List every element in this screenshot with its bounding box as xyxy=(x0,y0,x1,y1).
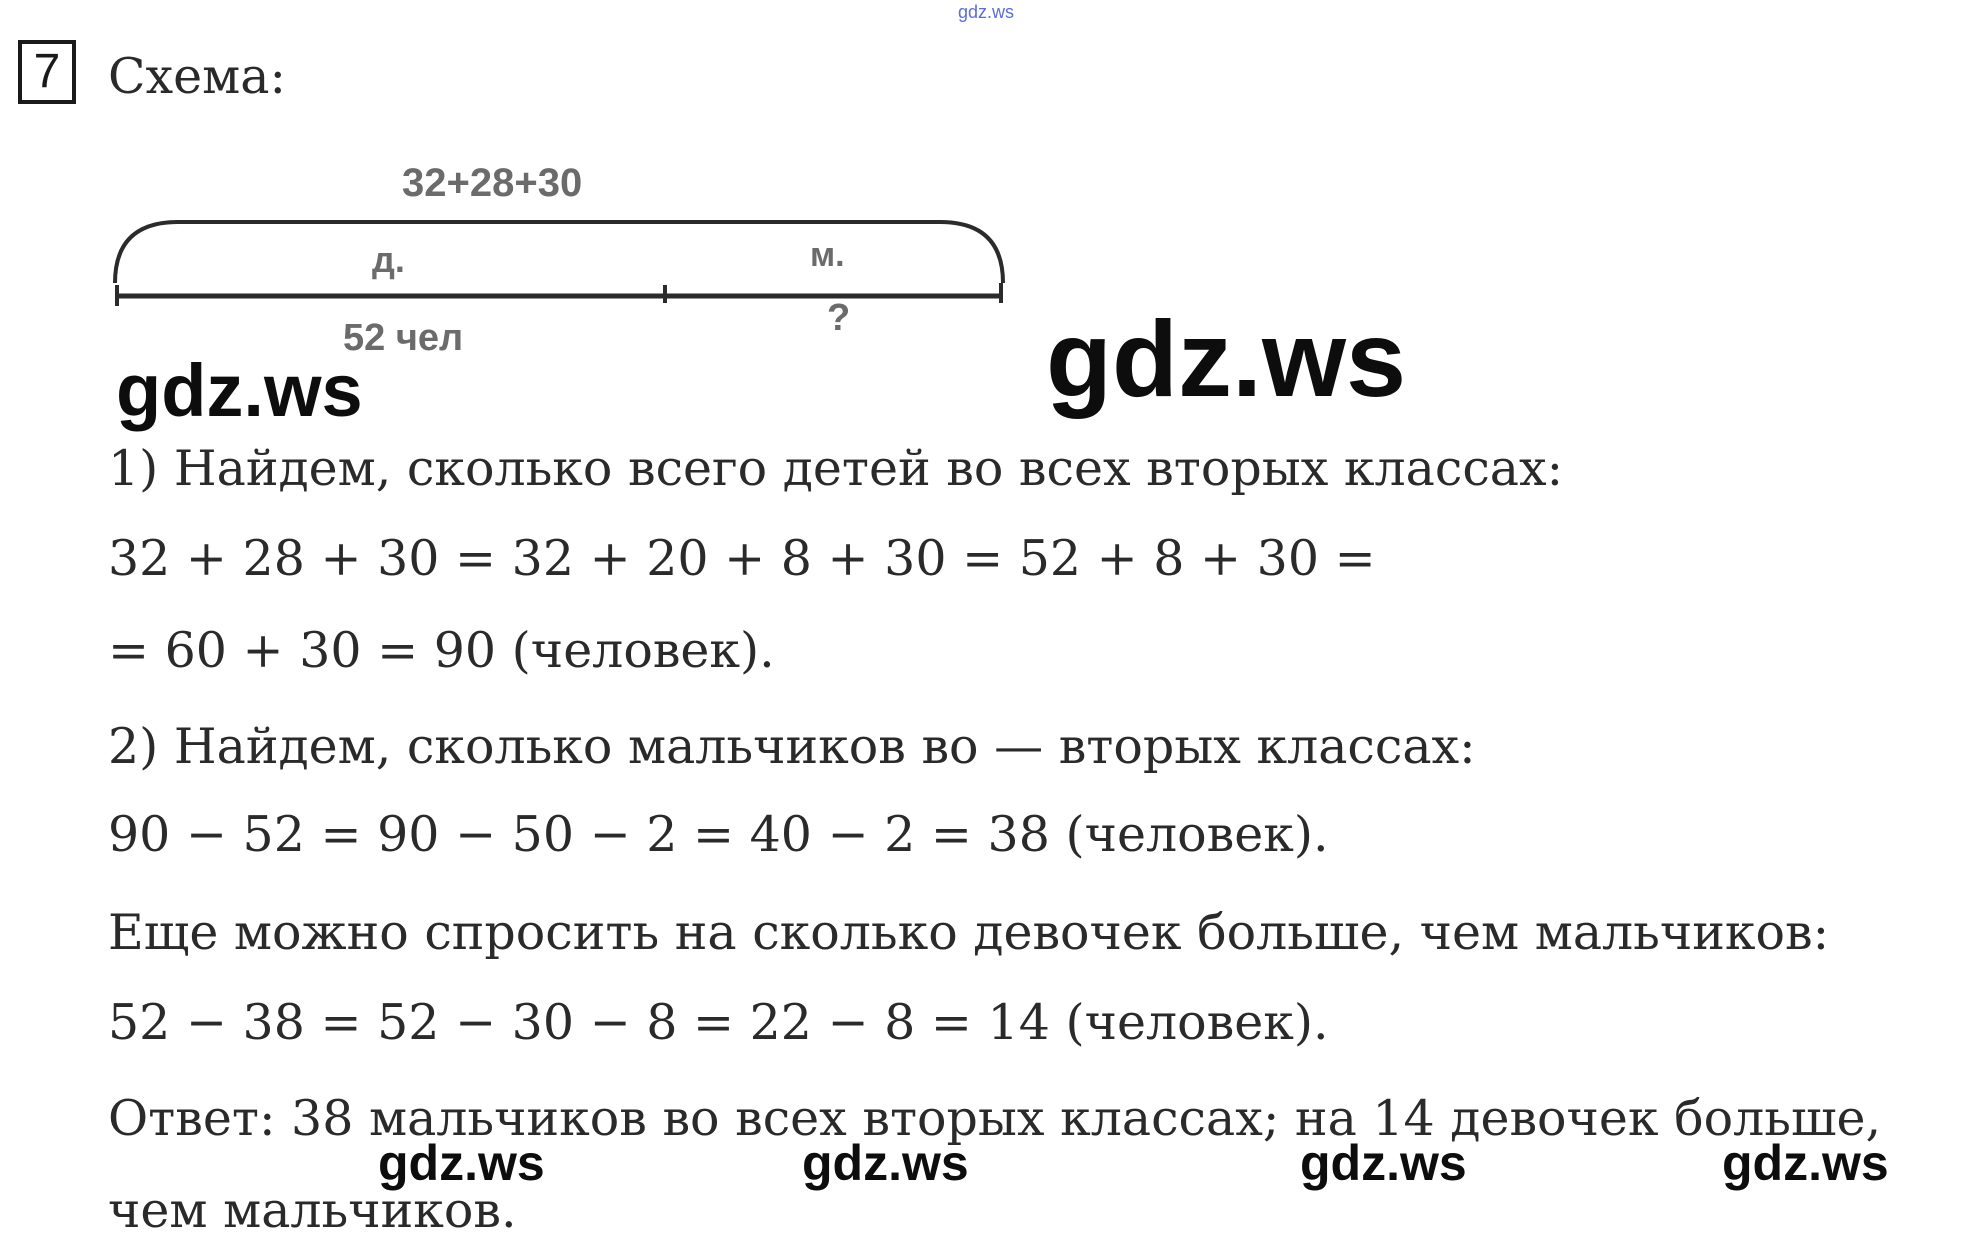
watermark-left: gdz.ws xyxy=(116,349,363,432)
step-2-equation: 90 − 52 = 90 − 50 − 2 = 40 − 2 = 38 (человек). xyxy=(108,806,1329,863)
extra-question-text: Еще можно спросить на сколько девочек больше, чем мальчиков: xyxy=(108,904,1830,961)
scheme-boys-label: м. xyxy=(810,236,845,274)
scheme-brace xyxy=(115,222,1003,283)
step-1-text: 1) Найдем, сколько всего детей во всех вторых классах: xyxy=(108,440,1564,497)
step-1-result: = 60 + 30 = 90 (человек). xyxy=(108,622,775,679)
answer-line-2: чем мальчиков. xyxy=(108,1182,517,1239)
answer-line-1: Ответ: 38 мальчиков во всех вторых классах; на 14 девочек больше, xyxy=(108,1090,1882,1147)
scheme-diagram xyxy=(0,0,1100,380)
watermark-bottom-2: gdz.ws xyxy=(802,1135,969,1191)
watermark-bottom-3: gdz.ws xyxy=(1300,1135,1467,1191)
task-number-box: 7 xyxy=(18,40,76,104)
watermark-right: gdz.ws xyxy=(1046,298,1407,419)
scheme-unknown: ? xyxy=(827,297,851,339)
watermark-bottom-4: gdz.ws xyxy=(1722,1135,1889,1191)
scheme-total-label: 32+28+30 xyxy=(402,161,583,205)
watermark-bottom-1: gdz.ws xyxy=(378,1135,545,1191)
scheme-girls-label: д. xyxy=(372,239,405,280)
top-watermark: gdz.ws xyxy=(958,2,1015,22)
scheme-girls-count: 52 чел xyxy=(343,317,464,359)
extra-question-equation: 52 − 38 = 52 − 30 − 8 = 22 − 8 = 14 (человек). xyxy=(108,994,1329,1051)
scheme-heading: Схема: xyxy=(108,48,286,105)
step-2-text: 2) Найдем, сколько мальчиков во — вторых классах: xyxy=(108,718,1476,775)
step-1-equation: 32 + 28 + 30 = 32 + 20 + 8 + 30 = 52 + 8 + 30 = xyxy=(108,530,1376,587)
